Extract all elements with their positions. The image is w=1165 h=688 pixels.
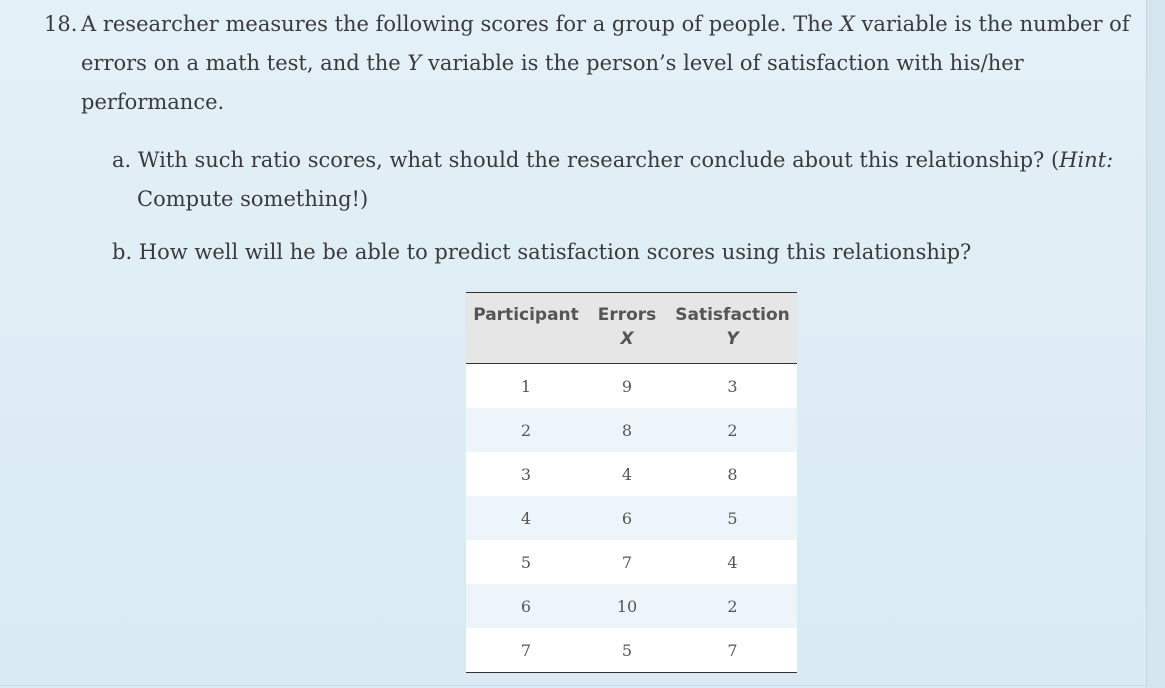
cell-participant: 7 bbox=[520, 640, 532, 660]
cell-participant: 6 bbox=[520, 596, 532, 616]
question-text-part: errors on a math test, and the bbox=[81, 51, 408, 75]
hint-label: Hint: bbox=[1059, 148, 1114, 172]
sub-question-a-label: a. bbox=[112, 148, 132, 172]
table-row bbox=[466, 628, 797, 673]
sub-question-b bbox=[112, 233, 971, 272]
cell-participant: 1 bbox=[520, 376, 532, 396]
table-row bbox=[466, 452, 797, 496]
header-label: Satisfaction bbox=[675, 305, 790, 325]
header-participant bbox=[466, 293, 586, 364]
variable-y: Y bbox=[407, 51, 422, 75]
cell-satisfaction: 3 bbox=[727, 376, 738, 396]
header-variable: X bbox=[620, 329, 634, 349]
question-text-part: variable is the number of bbox=[854, 12, 1130, 36]
cell-participant: 2 bbox=[520, 420, 532, 440]
cell-satisfaction: 4 bbox=[727, 552, 738, 572]
cell-errors: 9 bbox=[621, 376, 633, 396]
scrollbar[interactable] bbox=[1146, 0, 1165, 688]
cell-satisfaction: 2 bbox=[727, 596, 738, 616]
cell-errors: 5 bbox=[621, 640, 633, 660]
sub-question-a-line-2: Compute something!) bbox=[137, 187, 369, 211]
table-row bbox=[466, 408, 797, 452]
table-row bbox=[466, 364, 797, 409]
sub-question-a bbox=[112, 141, 1113, 219]
table-header-row bbox=[466, 293, 797, 364]
question-line-3: performance. bbox=[81, 90, 225, 114]
cell-errors: 4 bbox=[621, 464, 633, 484]
header-variable: Y bbox=[726, 329, 739, 349]
table-row bbox=[466, 540, 797, 584]
cell-participant: 4 bbox=[520, 508, 532, 528]
variable-x: X bbox=[839, 12, 855, 36]
cell-errors: 7 bbox=[621, 552, 633, 572]
cell-errors: 6 bbox=[621, 508, 633, 528]
scores-table bbox=[466, 292, 797, 673]
cell-satisfaction: 7 bbox=[727, 640, 738, 660]
cell-participant: 3 bbox=[520, 464, 532, 484]
sub-question-b-text: How well will he be able to predict satisfaction scores using this relationship? bbox=[132, 240, 972, 264]
cell-participant: 5 bbox=[520, 552, 532, 572]
question-line-1 bbox=[44, 5, 1134, 44]
header-errors bbox=[586, 293, 668, 364]
header-label: Participant bbox=[473, 305, 579, 325]
sub-question-a-line-1 bbox=[112, 141, 1113, 180]
question-line-2 bbox=[44, 44, 1134, 83]
cell-satisfaction: 2 bbox=[727, 420, 738, 440]
table-row bbox=[466, 496, 797, 540]
question-text-part: variable is the person’s level of satisfaction with his/her bbox=[421, 51, 1024, 75]
cell-satisfaction: 5 bbox=[727, 508, 738, 528]
header-satisfaction bbox=[668, 293, 797, 364]
cell-errors: 8 bbox=[621, 420, 633, 440]
question-text-part: A researcher measures the following scores for a group of people. The bbox=[81, 12, 840, 36]
sub-question-b-label: b. bbox=[112, 240, 133, 264]
sub-question-a-text: With such ratio scores, what should the researcher conclude about this relationship? ( bbox=[131, 148, 1060, 172]
cell-errors: 10 bbox=[616, 596, 638, 616]
cell-satisfaction: 8 bbox=[727, 464, 738, 484]
table-row bbox=[466, 584, 797, 628]
question-text bbox=[44, 5, 1134, 122]
header-label: Errors bbox=[597, 305, 657, 325]
question-number: 18. bbox=[44, 12, 78, 36]
